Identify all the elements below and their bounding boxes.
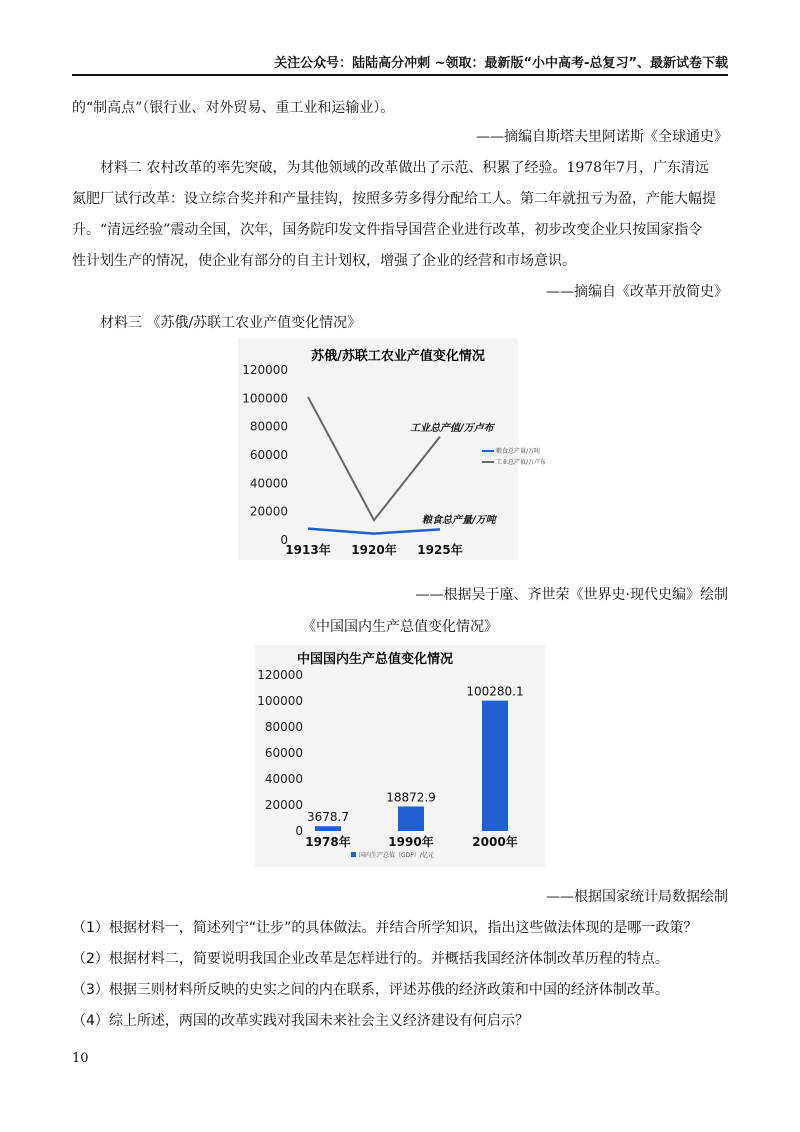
legend-label-gdp: 国内生产总值（GDP）/亿元 xyxy=(359,852,434,859)
gdp-bar xyxy=(398,806,424,831)
legend-label-industry: 工业总产值/万卢布 xyxy=(496,459,547,466)
material-two-line: 氮肥厂试行改革：设立综合奖并和产量挂钩，按照多劳多得分配给工人。第二年就扭亏为盈，产能大幅提 xyxy=(72,191,716,207)
source-citation: ——根据国家统计局数据绘制 xyxy=(546,889,728,905)
source-citation: ——摘编自《改革开放简史》 xyxy=(546,284,728,300)
x-tick-label: 1978年 xyxy=(305,835,351,849)
y-tick-label: 60000 xyxy=(249,448,288,462)
y-tick-label: 40000 xyxy=(264,772,303,786)
chart-legend xyxy=(351,851,434,859)
page-number: 10 xyxy=(72,1051,89,1066)
x-tick-label: 1913年 xyxy=(285,543,331,557)
industry-annotation: 工业总产值/万卢布 xyxy=(410,423,494,434)
question-3: （3）根据三则材料所反映的史实之间的内在联系，评述苏俄的经济政策和中国的经济体制改革。 xyxy=(72,982,669,998)
question-4: （4）综上所述，两国的改革实践对我国未来社会主义经济建设有何启示？ xyxy=(72,1013,529,1029)
y-tick-label: 40000 xyxy=(249,476,288,491)
header-rule xyxy=(72,74,728,76)
soviet-output-chart xyxy=(238,338,547,560)
y-tick-label: 20000 xyxy=(264,798,303,812)
x-tick-label: 1990年 xyxy=(388,835,434,849)
material-two-line: 性计划生产的情况，使企业有部分的自主计划权，增强了企业的经营和市场意识。 xyxy=(72,253,576,269)
y-tick-label: 120000 xyxy=(257,668,303,682)
material-two-line: 升。“清远经验”震动全国，次年，国务院印发文件指导国营企业进行改革，初步改变企业只按国家指令 xyxy=(72,222,703,238)
y-tick-label: 120000 xyxy=(242,363,288,377)
page-header: 关注公众号：陆陆高分冲刺 ~领取：最新版“小中高考-总复习”、最新试卷下载 xyxy=(274,56,728,71)
china-gdp-chart xyxy=(255,645,545,867)
chart-caption: 《中国国内生产总值变化情况》 xyxy=(302,619,498,635)
y-tick-label: 100000 xyxy=(257,694,303,708)
legend-label-grain: 粮食总产量/万吨 xyxy=(496,448,541,455)
source-citation: ——根据吴于廑、齐世荣《世界史·现代史编》绘制 xyxy=(415,587,728,603)
bar-value-label: 18872.9 xyxy=(386,790,436,805)
y-tick-label: 0 xyxy=(295,824,303,838)
bar-value-label: 100280.1 xyxy=(466,684,524,699)
y-tick-label: 60000 xyxy=(264,746,303,760)
bar-value-label: 3678.7 xyxy=(307,810,349,825)
x-tick-label: 1925年 xyxy=(417,543,463,557)
y-tick-label: 20000 xyxy=(249,504,288,519)
y-tick-label: 0 xyxy=(280,533,288,547)
text-line: 的“制高点”（银行业、对外贸易、重工业和运输业）。 xyxy=(72,100,395,116)
material-two-line: 材料二 农村改革的率先突破，为其他领域的改革做出了示范、积累了经验。1978年7月，广东清远 xyxy=(100,160,709,176)
x-tick-label: 1920年 xyxy=(351,543,397,557)
material-three-heading: 材料三 《苏俄/苏联工农业产值变化情况》 xyxy=(100,315,362,331)
chart-title: 中国国内生产总值变化情况 xyxy=(296,652,454,667)
gdp-bar xyxy=(482,701,508,831)
source-citation: ——摘编自斯塔夫里阿诺斯《全球通史》 xyxy=(476,129,728,145)
series-line xyxy=(308,397,440,520)
legend-swatch-gdp xyxy=(351,852,356,857)
y-tick-label: 100000 xyxy=(242,391,288,406)
x-tick-label: 2000年 xyxy=(472,835,518,849)
line-chart-svg xyxy=(238,338,547,560)
bar-chart-svg xyxy=(255,645,545,867)
y-tick-label: 80000 xyxy=(249,419,288,434)
chart-title: 苏俄/苏联工农业产值变化情况 xyxy=(311,349,485,364)
series-line xyxy=(308,529,440,534)
question-1: （1）根据材料一，简述列宁“让步”的具体做法。并结合所学知识，指出这些做法体现的是哪一政策？ xyxy=(72,920,698,936)
chart-legend xyxy=(482,447,546,466)
question-2: （2）根据材料二，简要说明我国企业改革是怎样进行的。并概括我国经济体制改革历程的特点。 xyxy=(72,951,669,967)
y-tick-label: 80000 xyxy=(264,720,303,734)
gdp-bar xyxy=(315,826,341,831)
grain-annotation: 粮食总产量/万吨 xyxy=(422,515,496,526)
